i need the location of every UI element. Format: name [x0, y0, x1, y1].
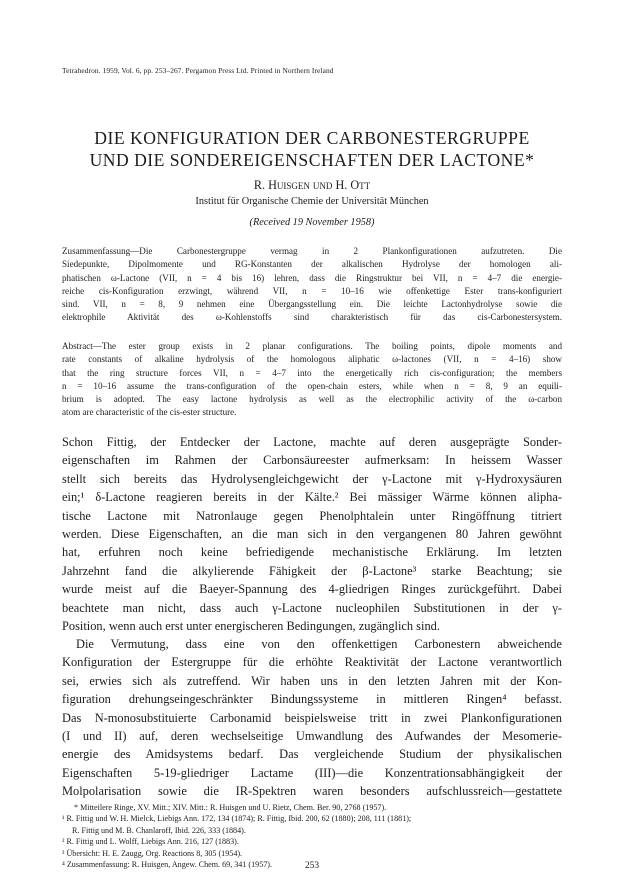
- institution: Institut für Organische Chemie der Universität München: [195, 196, 429, 207]
- abstract-line: Abstract—The ester group exists in 2 planar configurations. The boiling points, dipole moments and: [62, 341, 562, 351]
- abstract: [62, 340, 562, 420]
- body-paragraph-1: [62, 433, 562, 635]
- body-line: eigenschaften im Rahmen der Carbonsäureester aufmerksam: In heissem Wasser: [62, 453, 562, 468]
- body-line: figuration drehungseingeschränkter Bindungssysteme in mittleren Ringen⁴ befasst.: [62, 692, 562, 707]
- page-number: 253: [304, 861, 320, 871]
- body-line: tische Lactone mit Natronlauge gegen Phenolphtalein unter Ringöffnung titriert: [62, 508, 562, 523]
- footnote: ³ Übersicht: H. E. Zaugg, Org. Reactions 8, 305 (1954).: [62, 848, 243, 858]
- footnote: ⁴ Zusammenfassung: R. Huisgen, Angew. Chem. 69, 341 (1957).: [62, 859, 273, 869]
- article-title-line-1: DIE KONFIGURATION DER CARBONESTERGRUPPE: [94, 128, 530, 148]
- abstract-line: n = 10–16 assume the trans-configuration of the open-chain esters, while when n = 8, 9 an equili-: [62, 380, 562, 391]
- zusammenfassung-line: Siedepunkte, Dipolmomente und RG-Konstanten der alkalischen Hydrolyse der homologen ali-: [62, 259, 562, 270]
- body-line: ein;¹ δ-Lactone reagieren bereits in der Kälte.² Bei mässiger Wärme können alipha-: [62, 490, 562, 505]
- body-line: wurde meist auf die Baeyer-Spannung des 4-gliedrigen Ringes zurückgeführt. Dabei: [62, 582, 562, 597]
- body-line: Schon Fittig, der Entdecker der Lactone, machte auf deren ausgeprägte Sonder-: [62, 435, 562, 449]
- footnote: * Mitteilere Ringe, XV. Mitt.; XIV. Mitt.: R. Huisgen und U. Rietz, Chem. Ber. 90, 2768 (1957).: [74, 803, 387, 812]
- footnote: ² R. Fittig und L. Wolff, Liebigs Ann. 216, 127 (1883).: [62, 837, 239, 847]
- body-line: Konfiguration der Estergruppe für die erhöhte Reaktivität der Lactone verantwortlich: [62, 655, 562, 670]
- abstract-line: atom are characteristic of the cis-ester structure.: [62, 407, 237, 418]
- received-date: (Received 19 November 1958): [249, 217, 375, 228]
- article-title-line-2: UND DIE SONDEREIGENSCHAFTEN DER LACTONE*: [89, 150, 535, 170]
- body-line: Das N-monosubstituierte Carbonamid beispielsweise tritt in zwei Plankonfigurationen: [62, 710, 562, 725]
- authors: R. Huisgen und H. Ott: [253, 178, 371, 192]
- body-line: werden. Diese Eigenschaften, an die man sich in den vergangenen 80 Jahren gewöhnt: [62, 526, 562, 541]
- body-line: energie des Amidsystems bedarf. Das vergleichende Studium der physikalischen: [62, 747, 562, 762]
- body-line: hat, erfuhren noch keine befriedigende mechanistische Erklärung. Im letzten: [62, 545, 562, 560]
- body-line: (I und II) auf, deren wechselseitige Umwandlung des Aufwandes der Mesomerie-: [62, 728, 562, 743]
- footnote: R. Fittig und M. B. Chanlaroff, Ibid. 226, 333 (1884).: [72, 825, 246, 835]
- abstract-line: that the ring structure forces VII, n = 4–7 into the energetically rich cis-configuration; the members: [62, 367, 562, 378]
- zusammenfassung: [62, 245, 562, 325]
- body-line: sei, erwies sich als zutreffend. Wir haben uns in den letzten Jahren mit der Kon-: [62, 673, 562, 688]
- body-paragraph-2: [62, 635, 562, 801]
- abstract-line: rate constants of alkaline hydrolysis of the homologous aliphatic ω-lactones (VII, n = 4–16) show: [62, 354, 562, 365]
- zusammenfassung-line: phatischen ω-Lactone (VII, n = 4 bis 16) lehren, dass die Ringstruktur bei VII, n = 4–7 die energie-: [62, 272, 562, 283]
- body-line: Die Vermutung, dass eine von den offenkettigen Carbonestern abweichende: [76, 637, 562, 651]
- body-line: Position, wenn auch erst unter energischeren Bedingungen, zugänglich sind.: [62, 618, 440, 633]
- body-line: stellt sich bereits das Hydrolysengleichgewicht der γ-Lactone mit γ-Hydroxysäuren: [62, 471, 562, 486]
- body-line: Molpolarisation sowie die IR-Spektren waren besonders aufschlussreich—gestattete: [62, 784, 562, 799]
- body-line: Jahrzehnt fand die alkylierende Fähigkeit der β-Lactone³ starke Beachtung; sie: [62, 563, 562, 578]
- zusammenfassung-line: reiche cis-Konfiguration erzwingt, während VII, n = 10–16 wie offenkettige Ester trans-konfiguriert: [62, 285, 562, 296]
- body-line: beachtete man nicht, dass auch γ-Lactone nucleophilen Substitutionen in der γ-: [62, 600, 562, 615]
- zusammenfassung-line: Zusammenfassung—Die Carbonestergruppe vermag in 2 Plankonfigurationen aufzutreten. Die: [62, 246, 562, 256]
- zusammenfassung-line: elektrophile Aktivität des ω-Kohlenstoffs sind charakteristisch für das cis-Carbonestersystem.: [62, 312, 562, 323]
- zusammenfassung-line: sind. VII, n = 8, 9 nehmen eine Übergangsstellung ein. Die leichte Lactonhydrolyse sowie die: [62, 299, 562, 310]
- abstract-line: brium is adopted. The easy lactone hydrolysis as well as the electrophilic activity of the ω-carbon: [62, 394, 562, 405]
- body-line: Eigenschaften 5-19-gliedriger Lactame (III)—die Konzentrationsabhängigkeit der: [62, 765, 562, 780]
- footnote: ¹ R. Fittig und W. H. Mielck, Liebigs Ann. 172, 134 (1874); R. Fittig, Ibid. 200, 62 (1880); 208, 111 (1881);: [62, 814, 412, 824]
- journal-header: Tetrahedron. 1959, Vol. 6, pp. 253–267. Pergamon Press Ltd. Printed in Northern Ireland: [62, 66, 334, 75]
